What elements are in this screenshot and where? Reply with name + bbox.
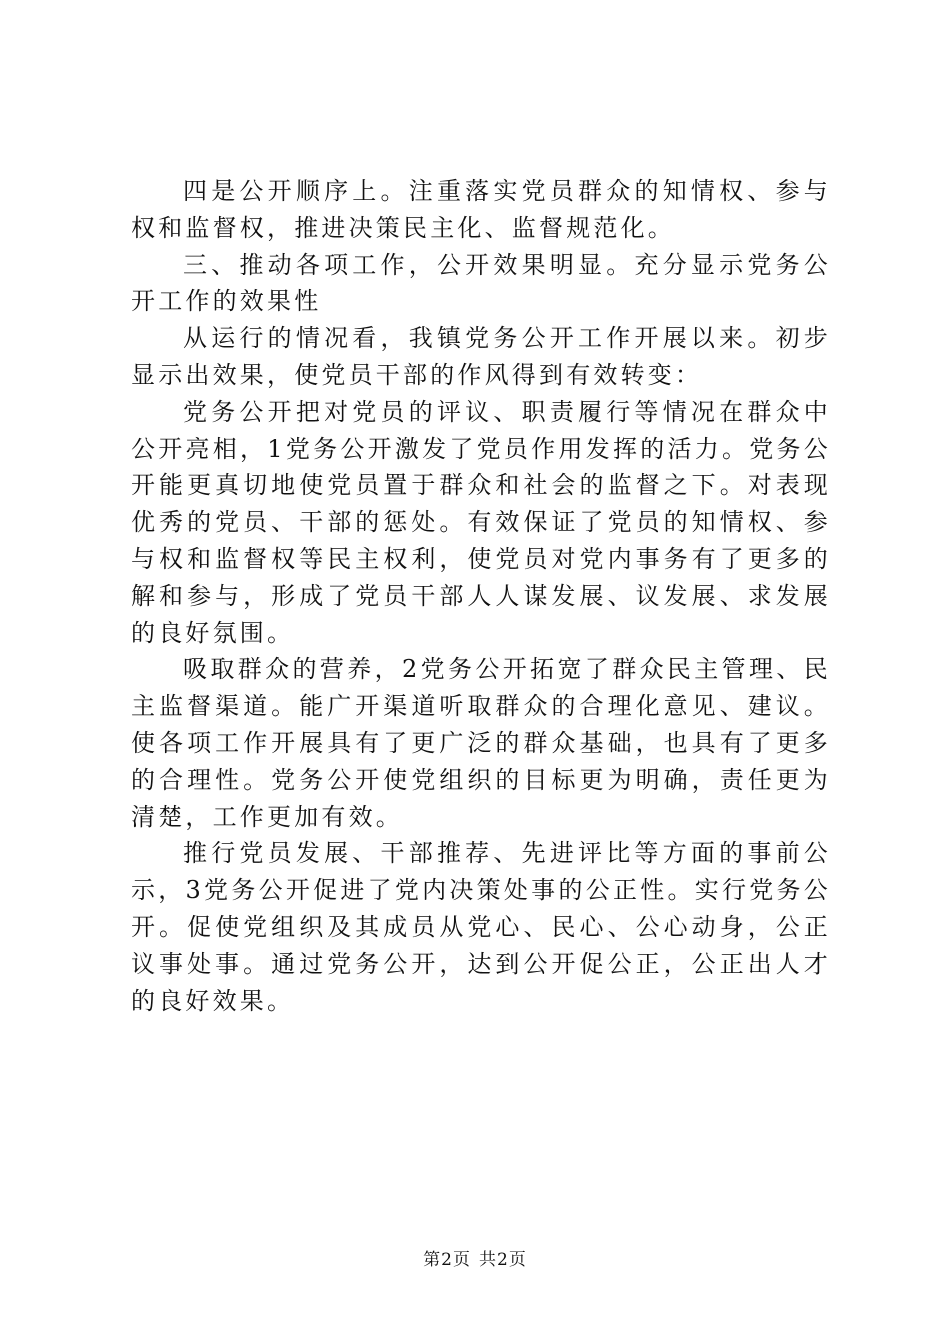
page-footer [0,1245,950,1270]
page-number: 第2页 [423,1250,471,1270]
paragraph-6: 推行党员发展、干部推荐、先进评比等方面的事前公示，3党务公开促进了党内决策处事的公正性。实行党务公开。促使党组织及其成员从党心、民心、公心动身，公正议事处事。通过党务公开，达到公开促公正，公正出人才的良好效果。 [131,839,831,1015]
paragraph-3: 从运行的情况看，我镇党务公开工作开展以来。初步显示出效果，使党员干部的作风得到有效转变： [131,324,831,389]
paragraph-2: 三、推动各项工作，公开效果明显。充分显示党务公开工作的效果性 [131,250,831,316]
paragraph-5: 吸取群众的营养，2党务公开拓宽了群众民主管理、民主监督渠道。能广开渠道听取群众的合理化意见、建议。使各项工作开展具有了更广泛的群众基础，也具有了更多的合理性。党务公开使党组织的目标更为明确，责任更为清楚，工作更加有效。 [131,655,831,831]
page-total: 共2页 [479,1250,527,1270]
document-body [131,173,831,1019]
paragraph-1: 四是公开顺序上。注重落实党员群众的知情权、参与权和监督权，推进决策民主化、监督规范化。 [131,177,831,242]
paragraph-4: 党务公开把对党员的评议、职责履行等情况在群众中公开亮相，1党务公开激发了党员作用发挥的活力。党务公开能更真切地使党员置于群众和社会的监督之下。对表现优秀的党员、干部的惩处。有效保证了党员的知情权、参与权和监督权等民主权利，使党员对党内事务有了更多的解和参与，形成了党员干部人人谋发展、议发展、求发展的良好氛围。 [131,397,831,647]
